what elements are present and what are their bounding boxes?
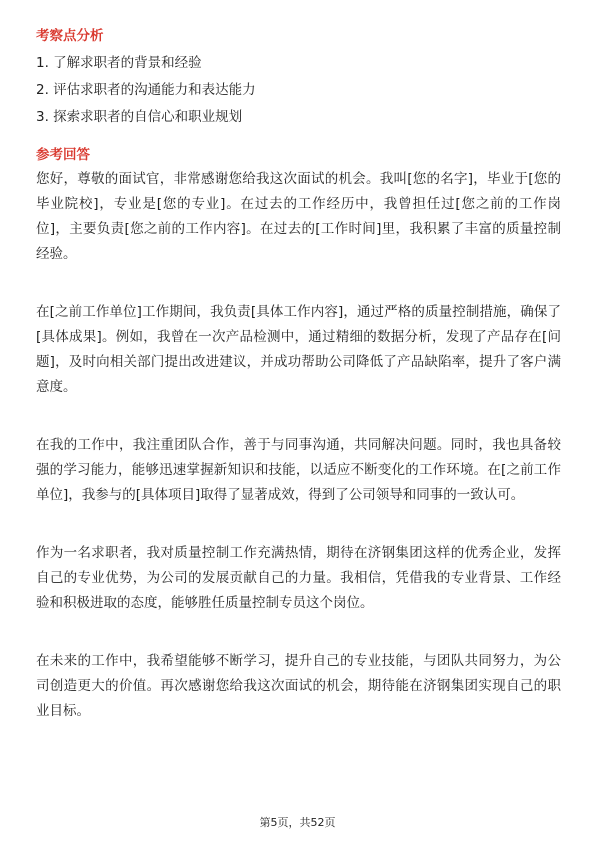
list-item: 3. 探索求职者的自信心和职业规划	[36, 109, 243, 125]
list-item: 2. 评估求职者的沟通能力和表达能力	[36, 82, 256, 98]
answer-paragraph: 在[之前工作单位]工作期间，我负责[具体工作内容]，通过严格的质量控制措施，确保了[具体成果]。例如，我曾在一次产品检测中，通过精细的数据分析，发现了产品存在[问题]，及时向相关部门提出改进建议，并成功帮助公司降低了产品缺陷率，提升了客户满意度。	[36, 304, 561, 395]
page-number: 第5页，共52页	[259, 816, 336, 829]
reference-answer-heading: 参考回答	[36, 147, 90, 163]
answer-paragraph: 在我的工作中，我注重团队合作，善于与同事沟通，共同解决问题。同时，我也具备较强的学习能力，能够迅速掌握新知识和技能，以适应不断变化的工作环境。在[之前工作单位]，我参与的[具体项目]取得了显著成效，得到了公司领导和同事的一致认可。	[36, 437, 561, 503]
analysis-heading: 考察点分析	[36, 28, 104, 44]
answer-paragraph: 在未来的工作中，我希望能够不断学习，提升自己的专业技能，与团队共同努力，为公司创造更大的价值。再次感谢您给我这次面试的机会，期待能在济钢集团实现自己的职业目标。	[36, 653, 561, 719]
analysis-list	[36, 50, 256, 131]
answer-paragraph: 您好，尊敬的面试官，非常感谢您给我这次面试的机会。我叫[您的名字]，毕业于[您的毕业院校]，专业是[您的专业]。在过去的工作经历中，我曾担任过[您之前的工作岗位]，主要负责[您之前的工作内容]。在过去的[工作时间]里，我积累了丰富的质量控制经验。	[36, 171, 561, 262]
list-item: 1. 了解求职者的背景和经验	[36, 55, 202, 71]
answer-paragraph: 作为一名求职者，我对质量控制工作充满热情，期待在济钢集团这样的优秀企业，发挥自己的专业优势，为公司的发展贡献自己的力量。我相信，凭借我的专业背景、工作经验和积极进取的态度，能够胜任质量控制专员这个岗位。	[36, 545, 561, 611]
reference-answer-body	[36, 167, 561, 757]
